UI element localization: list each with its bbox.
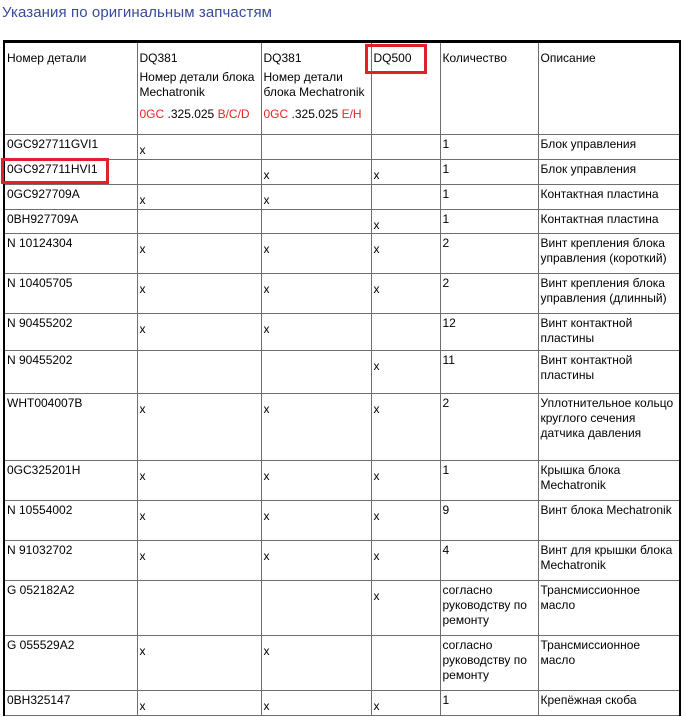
table-row	[4, 234, 680, 274]
table-row	[4, 135, 680, 160]
quantity-cell: 2	[440, 234, 538, 274]
description-cell: Блок управления	[538, 160, 680, 185]
description-cell: Блок управления	[538, 135, 680, 160]
dq381-bcd-cell: x	[137, 636, 261, 691]
quantity-cell: 9	[440, 501, 538, 541]
header-dq381-eh-desc: Номер детали блока Mechatronik	[263, 70, 365, 99]
header-part-number: Номер детали	[4, 42, 137, 135]
header-description: Описание	[538, 42, 680, 135]
dq500-cell: x	[371, 501, 440, 541]
dq381-bcd-cell	[137, 160, 261, 185]
table-row	[4, 691, 680, 716]
dq500-cell: x	[371, 541, 440, 581]
header-dq381-bcd-name: DQ381	[139, 51, 178, 65]
quantity-cell: 4	[440, 541, 538, 581]
dq381-bcd-cell	[137, 581, 261, 636]
dq500-cell: x	[371, 691, 440, 716]
description-cell: Трансмиссионное масло	[538, 581, 680, 636]
quantity-cell: 1	[440, 160, 538, 185]
part-number-cell: WHT004007B	[4, 394, 137, 461]
dq381-bcd-cell	[137, 351, 261, 394]
header-dq381-bcd	[137, 42, 261, 135]
dq381-eh-cell: x	[261, 274, 371, 314]
quantity-cell: согласно руководству по ремонту	[440, 636, 538, 691]
quantity-cell: 11	[440, 351, 538, 394]
dq381-eh-cell	[261, 210, 371, 234]
dq381-eh-cell: x	[261, 501, 371, 541]
header-dq381-eh-code	[264, 107, 369, 122]
header-dq500: DQ500	[371, 42, 440, 135]
dq381-eh-cell: x	[261, 160, 371, 185]
table-row	[4, 210, 680, 234]
dq381-bcd-cell: x	[137, 185, 261, 210]
dq381-bcd-cell: x	[137, 501, 261, 541]
dq381-bcd-cell: x	[137, 691, 261, 716]
table-row	[4, 351, 680, 394]
dq381-eh-cell: x	[261, 314, 371, 351]
description-cell: Винт блока Mechatronik	[538, 501, 680, 541]
dq500-cell	[371, 636, 440, 691]
dq500-cell	[371, 314, 440, 351]
code-suffix: B/C/D	[217, 107, 250, 121]
dq381-bcd-cell: x	[137, 541, 261, 581]
dq381-eh-cell: x	[261, 691, 371, 716]
description-cell: Трансмиссионное масло	[538, 636, 680, 691]
code-mid: .325.025	[288, 107, 342, 121]
dq381-bcd-cell: x	[137, 234, 261, 274]
dq381-eh-cell: x	[261, 541, 371, 581]
part-number-cell: N 90455202	[4, 351, 137, 394]
description-cell: Винт крепления блока управления (длинный)	[538, 274, 680, 314]
dq381-eh-cell: x	[261, 185, 371, 210]
code-suffix: E/H	[341, 107, 362, 121]
quantity-cell: 1	[440, 210, 538, 234]
dq500-cell: x	[371, 274, 440, 314]
part-number-cell: G 055529A2	[4, 636, 137, 691]
dq381-bcd-cell	[137, 210, 261, 234]
table-row	[4, 274, 680, 314]
quantity-cell: 1	[440, 691, 538, 716]
quantity-cell: 12	[440, 314, 538, 351]
quantity-cell: 1	[440, 461, 538, 501]
part-number-cell: 0GC927709A	[4, 185, 137, 210]
table-row	[4, 501, 680, 541]
part-number-cell: 0GC927711HVI1	[4, 160, 137, 185]
dq381-bcd-cell: x	[137, 274, 261, 314]
table-row	[4, 314, 680, 351]
description-cell: Крепёжная скоба	[538, 691, 680, 716]
description-cell: Уплотнительное кольцо круглого сечения датчика давления	[538, 394, 680, 461]
header-dq381-eh	[261, 42, 371, 135]
description-cell: Винт контактной пластины	[538, 351, 680, 394]
table-row	[4, 394, 680, 461]
dq500-cell	[371, 185, 440, 210]
quantity-cell: 2	[440, 274, 538, 314]
part-number-cell: N 10554002	[4, 501, 137, 541]
part-number-cell: N 10405705	[4, 274, 137, 314]
page-title: Указания по оригинальным запчастям	[2, 4, 273, 21]
quantity-cell: согласно руководству по ремонту	[440, 581, 538, 636]
part-number-cell: N 10124304	[4, 234, 137, 274]
header-dq381-bcd-desc: Номер детали блока Mechatronik	[139, 70, 255, 99]
quantity-cell: 1	[440, 135, 538, 160]
table-row	[4, 541, 680, 581]
dq500-cell: x	[371, 461, 440, 501]
dq500-cell: x	[371, 581, 440, 636]
part-number-cell: G 052182A2	[4, 581, 137, 636]
quantity-cell: 2	[440, 394, 538, 461]
dq381-eh-cell: x	[261, 234, 371, 274]
dq500-cell: x	[371, 160, 440, 185]
highlight-dq500	[365, 44, 427, 74]
dq500-cell: x	[371, 210, 440, 234]
part-number-cell: 0BH927709A	[4, 210, 137, 234]
header-quantity: Количество	[440, 42, 538, 135]
dq381-eh-cell	[261, 351, 371, 394]
part-number-cell: 0GC325201H	[4, 461, 137, 501]
description-cell: Контактная пластина	[538, 185, 680, 210]
dq381-eh-cell: x	[261, 636, 371, 691]
dq381-eh-cell	[261, 581, 371, 636]
table-row	[4, 581, 680, 636]
part-number-cell: 0GC927711GVI1	[4, 135, 137, 160]
code-mid: .325.025	[164, 107, 218, 121]
table-row	[4, 185, 680, 210]
description-cell: Винт для крышки блока Mechatronik	[538, 541, 680, 581]
header-dq381-bcd-code	[140, 107, 259, 122]
dq381-eh-cell: x	[261, 394, 371, 461]
dq381-bcd-cell: x	[137, 394, 261, 461]
part-number-cell: 0BH325147	[4, 691, 137, 716]
code-prefix: 0GC	[263, 107, 289, 121]
parts-table	[3, 40, 681, 716]
part-number-cell: N 90455202	[4, 314, 137, 351]
table-row	[4, 461, 680, 501]
description-cell: Крышка блока Mechatronik	[538, 461, 680, 501]
description-cell: Винт крепления блока управления (короткий)	[538, 234, 680, 274]
dq381-bcd-cell: x	[137, 314, 261, 351]
dq381-eh-cell	[261, 135, 371, 160]
table-row	[4, 636, 680, 691]
dq500-cell	[371, 135, 440, 160]
dq381-eh-cell: x	[261, 461, 371, 501]
dq381-bcd-cell: x	[137, 461, 261, 501]
dq500-cell: x	[371, 234, 440, 274]
dq381-bcd-cell: x	[137, 135, 261, 160]
code-prefix: 0GC	[139, 107, 165, 121]
part-number-cell: N 91032702	[4, 541, 137, 581]
quantity-cell: 1	[440, 185, 538, 210]
description-cell: Винт контактной пластины	[538, 314, 680, 351]
header-dq381-eh-name: DQ381	[263, 51, 302, 65]
dq500-cell: x	[371, 351, 440, 394]
dq500-cell: x	[371, 394, 440, 461]
highlight-part-0gc927711hvi1	[1, 158, 109, 184]
header-row	[4, 42, 680, 135]
description-cell: Контактная пластина	[538, 210, 680, 234]
